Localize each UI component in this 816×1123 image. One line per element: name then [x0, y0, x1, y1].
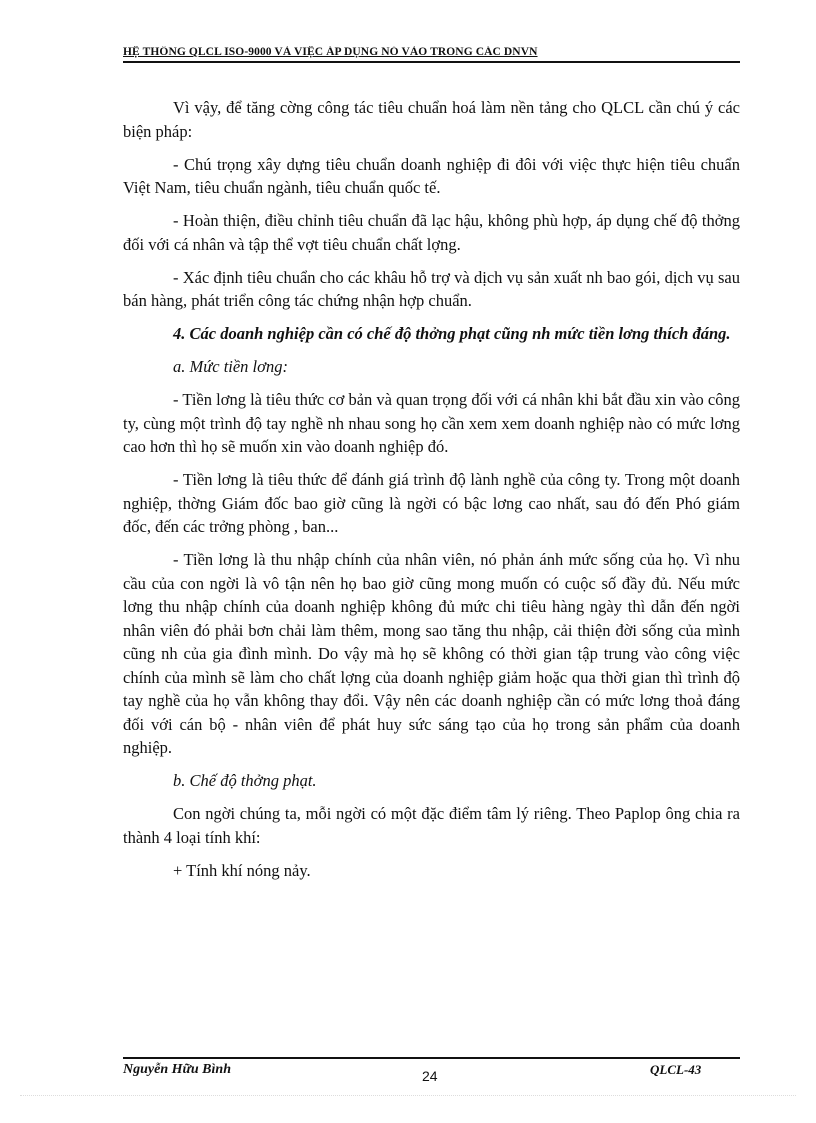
paragraph: Con ngời chúng ta, mỗi ngời có một đặc điểm tâm lý riêng. Theo Paplop ông chia ra thành 4 loại tính khí:	[123, 804, 740, 847]
page-body	[123, 96, 740, 892]
paragraph: - Chú trọng xây dựng tiêu chuẩn doanh nghiệp đi đôi với việc thực hiện tiêu chuẩn Việt Nam, tiêu chuẩn ngành, tiêu chuẩn quốc tế.	[123, 154, 740, 197]
paragraph: - Xác định tiêu chuẩn cho các khâu hỗ trợ và dịch vụ sản xuất nh bao gói, dịch vụ sau bán hàng, phát triển công tác chứng nhận hợp chuẩn.	[123, 267, 740, 310]
footer-author: Nguyễn Hữu Bình	[123, 1062, 231, 1077]
running-header: HỆ THỐNG QLCL ISO-9000 VÀ VIỆC ÁP DỤNG NÓ VÀO TRONG CÁC DNVN	[123, 46, 538, 58]
header-rule	[123, 61, 740, 63]
section-heading: 4. Các doanh nghiệp cần có chế độ thởng phạt cũng nh mức tiền lơng thích đáng.	[173, 324, 731, 343]
paragraph: - Tiền lơng là tiêu thức cơ bản và quan trọng đối với cá nhân khi bắt đầu xin vào công ty, cùng một trình độ tay nghề nh nhau song họ cần xem xem doanh nghiệp nào có mức lơng cao hơn thì họ sẽ muốn xin vào doanh nghiệp đó.	[123, 390, 740, 456]
page-number: 24	[422, 1068, 438, 1084]
paragraph: - Tiền lơng là tiêu thức để đánh giá trình độ lành nghề của công ty. Trong một doanh nghiệp, thờng Giám đốc bao giờ cũng là ngời có bậc lơng cao nhất, sau đó đến Phó giám đốc, đến các trởng phòng , ban...	[123, 470, 740, 536]
footer-class-code: QLCL-43	[650, 1062, 702, 1077]
page-bottom-dotted-line	[20, 1095, 796, 1096]
paragraph: - Hoàn thiện, điều chỉnh tiêu chuẩn đã lạc hậu, không phù hợp, áp dụng chế độ thởng đối với cá nhân và tập thể vợt tiêu chuẩn chất lợng.	[123, 211, 740, 254]
paragraph: - Tiền lơng là thu nhập chính của nhân viên, nó phản ánh mức sống của họ. Vì nhu cầu của con ngời là vô tận nên họ bao giờ cũng mong muốn có cuộc số đầy đủ. Nếu mức lơng thu nhập chính của doanh nghiệp không đủ mức chi tiêu hàng ngày thì dẫn đến ngời nhân viên đó phải bơn chải làm thêm, mong sao tăng thu nhập, cải thiện đời sống của mình cũng nh của gia đình mình. Do vậy mà họ sẽ không có thời gian tập trung vào công việc chính của mình sẽ làm cho chất lợng của doanh nghiệp giảm hoặc qua thời gian thì trình độ tay nghề của họ vẫn không thay đổi. Vậy nên các doanh nghiệp cần có mức lơng thoả đáng đối với cán bộ - nhân viên để phát huy sức sáng tạo của họ trong sản phẩm của doanh nghiệp.	[123, 550, 740, 757]
subsection-heading: a. Mức tiền lơng:	[173, 357, 288, 376]
paragraph: Vì vậy, để tăng cờng công tác tiêu chuẩn hoá làm nền tảng cho QLCL cần chú ý các biện pháp:	[123, 98, 740, 141]
footer-rule	[123, 1057, 740, 1059]
subsection-heading: b. Chế độ thởng phạt.	[173, 771, 317, 790]
paragraph: + Tính khí nóng nảy.	[173, 860, 311, 880]
